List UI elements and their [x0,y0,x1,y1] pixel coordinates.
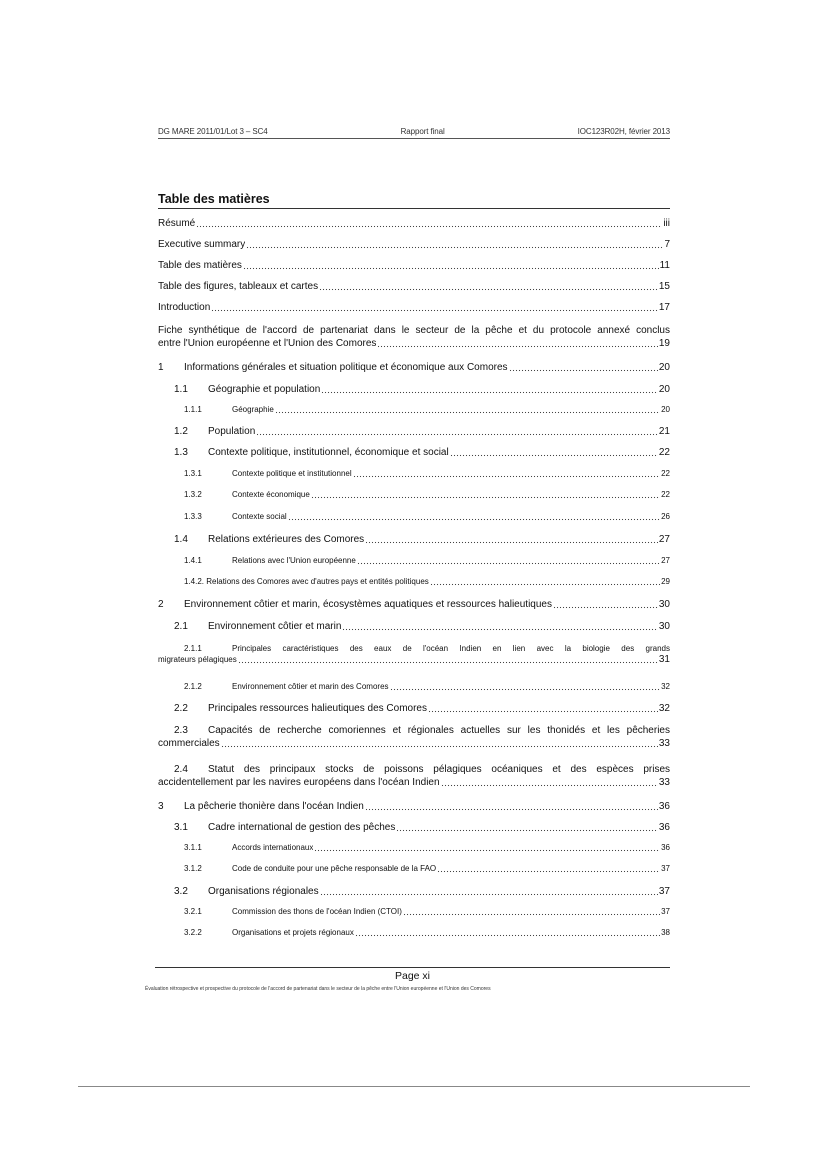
toc-entry-page: 30 [658,599,670,610]
dot-leader [355,930,660,937]
toc-entry-label-continued: entre l'Union européenne et l'Union des Comores [158,338,377,349]
toc-entry-number: 3.1 [174,822,188,833]
toc-entry-label: Principales ressources halieutiques des Comores [208,703,427,714]
dot-leader [311,492,660,499]
toc-entry[interactable] [158,763,670,789]
toc-entry[interactable] [158,534,670,546]
toc-entry-label: Statut des principaux stocks de poissons pélagiques océaniques et des espèces prises [208,764,670,775]
toc-entry[interactable] [158,260,670,272]
toc-entry-page: 29 [661,577,670,586]
dot-leader [430,579,660,586]
dot-leader [275,407,660,414]
toc-entry-label: Contexte politique et institutionnel [232,469,352,478]
toc-entry-number: 2.4 [174,764,188,775]
toc-title: Table des matières [158,192,670,209]
toc-entry-page: 26 [661,512,670,521]
dot-leader [238,657,658,664]
toc-entry-label: 1.4.2. Relations des Comores avec d'autres pays et entités politiques [184,577,429,586]
toc-entry-number: 1.4.1 [184,556,202,565]
toc-entry-page: 17 [658,302,670,313]
toc-entry-label: Table des matières [158,260,242,271]
toc-entry-number: 1.3.2 [184,490,202,499]
toc-entry[interactable] [158,405,670,415]
toc-entry-number: 1.1 [174,384,188,395]
toc-entry-page: 19 [658,338,670,349]
dot-leader [403,909,660,916]
toc-entry-number: 2.1.1 [184,644,202,653]
toc-entry-label: Cadre international de gestion des pêches [208,822,396,833]
toc-entry-label: Code de conduite pour une pêche responsable de la FAO [232,864,437,873]
dot-leader [390,684,661,691]
toc-entry[interactable] [158,447,670,459]
toc-entry-page: 36 [658,822,670,833]
toc-entry-label: Relations avec l'Union européenne [232,556,356,565]
toc-entry-page: 37 [658,886,670,897]
dot-leader [441,778,658,787]
toc-entry-page: 32 [661,682,670,691]
toc-entry-label: Relations extérieures des Comores [208,534,365,545]
toc-entry-line1 [158,324,670,337]
toc-entry-number: 1.3.3 [184,512,202,521]
toc-entry-label: Environnement côtier et marin, écosystèmes aquatiques et ressources halieutiques [184,599,552,610]
dot-leader [437,866,660,873]
toc-entry[interactable] [158,928,670,938]
footer-note: Évaluation rétrospective et prospective du protocole de l'accord de partenariat dans le secteur de la pêche entre l'Union européenne et l'Union des Comores [145,986,491,992]
toc-entry-label: Contexte politique, institutionnel, économique et social [208,447,449,458]
toc-entry[interactable] [158,577,670,587]
toc-entry-number: 3.2.2 [184,928,202,937]
dot-leader [314,845,660,852]
toc-entry-label: Table des figures, tableaux et cartes [158,281,319,292]
toc-entry[interactable] [158,281,670,293]
dot-leader [246,240,663,249]
dot-leader [319,282,658,291]
dot-leader [342,622,657,631]
dot-leader [320,887,658,896]
toc-entry-page: 22 [661,490,670,499]
toc-entry-line1 [158,763,670,776]
dot-leader [377,339,657,348]
toc-entry[interactable] [158,886,670,898]
header-right: IOC123R02H, février 2013 [577,127,670,136]
dot-leader [221,739,658,748]
toc-entry-number: 1 [158,362,164,373]
dot-leader [353,471,660,478]
toc-entry-page: 27 [661,556,670,565]
toc-entry-label: Organisations régionales [208,886,319,897]
toc-entry[interactable] [158,469,670,479]
toc-entry-label: Population [208,426,256,437]
toc-entry[interactable] [158,643,670,665]
toc-entry-number: 1.4 [174,534,188,545]
dot-leader [509,363,658,372]
toc-entry-number: 2 [158,599,164,610]
toc-entry-page: 31 [658,654,670,665]
toc-entry-line1 [158,724,670,737]
toc-entry[interactable] [158,599,670,611]
toc-entry-number: 3 [158,801,164,812]
toc-entry-number: 1.1.1 [184,405,202,414]
footer-page-number: Page xi [394,970,431,982]
toc-entry-label: Géographie et population [208,384,321,395]
toc-entry-number: 1.3 [174,447,188,458]
toc-entry[interactable] [158,239,670,251]
toc-entry-line2 [158,776,670,789]
toc-entry-label: Executive summary [158,239,246,250]
toc-entry-page: 37 [661,864,670,873]
toc-entry-page: 37 [661,907,670,916]
toc-entry-number: 2.1 [174,621,188,632]
toc-entry[interactable] [158,490,670,500]
toc-entry[interactable] [158,426,670,438]
toc-entry-label: Informations générales et situation politique et économique aux Comores [184,362,508,373]
toc-entry-page: 22 [658,447,670,458]
toc-entry[interactable] [158,724,670,750]
toc-entry-page: 20 [661,405,670,414]
toc-entry-number: 2.1.2 [184,682,202,691]
toc-entry-label: Accords internationaux [232,843,314,852]
toc-entry-number: 3.1.1 [184,843,202,852]
toc-entry-line2 [158,737,670,750]
toc-entry-page: 30 [658,621,670,632]
dot-leader [256,427,658,436]
toc-entry-number: 3.2.1 [184,907,202,916]
toc-entry-line2 [158,337,670,350]
toc-entry-page: 20 [658,362,670,373]
toc-entry-page: 7 [664,239,670,250]
toc-entry-page: 33 [658,738,670,749]
toc-entry[interactable] [158,703,670,715]
toc-entry[interactable] [158,801,670,813]
dot-leader [365,802,658,811]
toc-entry-page: 22 [661,469,670,478]
toc-entry-page: 36 [658,801,670,812]
toc-entry-page: 33 [658,777,670,788]
toc-entry-label-continued: accidentellement par les navires européens dans l'océan Indien [158,777,440,788]
toc-entry-label-continued: commerciales [158,738,220,749]
dot-leader [428,704,658,713]
toc-entry-line1 [158,643,670,654]
toc-entry-page: iii [663,218,670,229]
header-center: Rapport final [400,127,445,136]
toc-entry-number: 1.2 [174,426,188,437]
toc-entry-label: Contexte économique [232,490,310,499]
toc-entry[interactable] [158,302,670,314]
toc-entry-label: Fiche synthétique de l'accord de partenariat dans le secteur de la pêche et du protocole annexé conclus [158,325,670,336]
toc-entry-page: 20 [658,384,670,395]
toc-entry-label: Environnement côtier et marin [208,621,342,632]
toc-entry-label: Environnement côtier et marin des Comores [232,682,389,691]
toc-entry-page: 11 [659,260,670,271]
header-left: DG MARE 2011/01/Lot 3 – SC4 [158,127,268,136]
toc-entry-line2 [158,654,670,665]
dot-leader [553,600,658,609]
toc-entry-number: 2.3 [174,725,188,736]
page-header [158,127,670,139]
toc-entry-number: 1.3.1 [184,469,202,478]
toc-entry[interactable] [158,384,670,396]
dot-leader [396,823,658,832]
toc-entry[interactable] [158,843,670,853]
dot-leader [288,514,660,521]
dot-leader [321,385,658,394]
toc-entry-label-continued: migrateurs pélagiques [158,655,237,664]
dot-leader [196,219,662,228]
toc-entry[interactable] [158,512,670,522]
toc-entry-number: 2.2 [174,703,188,714]
toc-entry[interactable] [158,822,670,834]
toc-entry-label: Introduction [158,302,211,313]
toc-entry-page: 32 [658,703,670,714]
toc-entry-number: 3.1.2 [184,864,202,873]
dot-leader [243,261,659,270]
toc-entry[interactable] [158,556,670,566]
toc-entry-label: Organisations et projets régionaux [232,928,354,937]
toc-entry-page: 27 [658,534,670,545]
dot-leader [211,303,658,312]
viewer-page-separator [78,1086,750,1087]
toc-entry[interactable] [158,218,670,230]
dot-leader [357,558,660,565]
toc-entry-label: Principales caractéristiques des eaux de l'océan Indien en lien avec la biologie des grands [232,644,670,653]
toc-entry[interactable] [158,621,670,633]
toc-entry-label: La pêcherie thonière dans l'océan Indien [184,801,364,812]
footer-rule [155,967,670,968]
toc-entry-label: Résumé [158,218,196,229]
toc-entry[interactable] [158,682,670,692]
toc-entry[interactable] [158,864,670,874]
toc-entry-page: 15 [658,281,670,292]
toc-entry[interactable] [158,907,670,917]
toc-entry-label: Contexte social [232,512,287,521]
toc-entry-label: Géographie [232,405,274,414]
toc-entry-number: 3.2 [174,886,188,897]
toc-entry[interactable] [158,324,670,350]
toc-entry-page: 36 [661,843,670,852]
toc-entry-label: Capacités de recherche comoriennes et régionales actuelles sur les thonidés et les pêcheries [208,725,670,736]
toc-entry[interactable] [158,362,670,374]
toc-entry-label: Commission des thons de l'océan Indien (CTOI) [232,907,402,916]
dot-leader [450,448,658,457]
dot-leader [365,535,658,544]
toc-entry-page: 21 [658,426,670,437]
toc-entry-page: 38 [661,928,670,937]
